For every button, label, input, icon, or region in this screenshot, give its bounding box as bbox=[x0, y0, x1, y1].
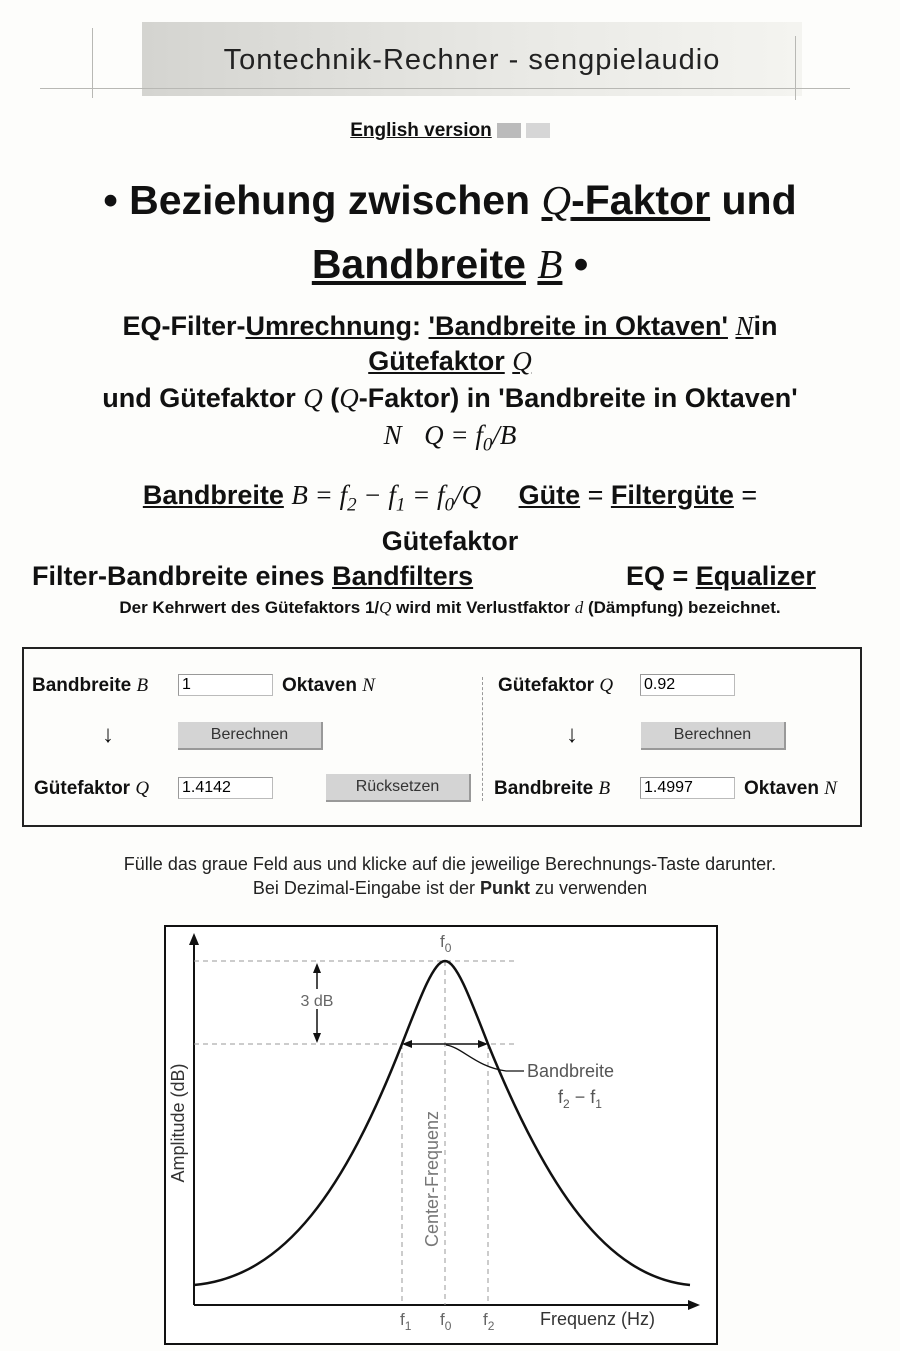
header-banner bbox=[142, 22, 802, 96]
q-result-field[interactable] bbox=[178, 777, 273, 799]
english-version-link[interactable]: English version bbox=[350, 120, 492, 141]
q-input[interactable] bbox=[640, 674, 735, 696]
tick-f2: $f_2$ bbox=[483, 1310, 495, 1333]
language-switch bbox=[0, 120, 900, 142]
x-axis-arrow-icon bbox=[688, 1300, 700, 1310]
umrechnung-link[interactable]: Umrechnung bbox=[245, 311, 413, 341]
right-octaves-label: Oktaven N bbox=[744, 778, 837, 799]
right-calculate-button[interactable]: Berechnen bbox=[641, 722, 786, 750]
banner-title: Tontechnik-Rechner - sengpielaudio bbox=[223, 44, 721, 76]
panel-divider bbox=[482, 677, 483, 801]
reset-button[interactable]: Rücksetzen bbox=[326, 774, 471, 802]
center-frequency-label: Center-Frequenz bbox=[422, 1110, 442, 1248]
diagram-svg bbox=[166, 927, 716, 1343]
down-arrow-icon: ↓ bbox=[102, 721, 114, 748]
decorative-line bbox=[795, 36, 796, 100]
uk-flag-icon[interactable] bbox=[497, 123, 521, 138]
note-text: Der Kehrwert des Gütefaktors 1/Q wird mit Verlustfaktor d (Dämpfung) bezeichnet. bbox=[119, 598, 781, 617]
bullet-icon: • bbox=[573, 241, 589, 287]
calculator-panel bbox=[22, 647, 862, 827]
b-symbol-link[interactable]: B bbox=[537, 241, 563, 287]
instructions: Fülle das graue Feld aus und klicke auf die jeweilige Berechnungs-Taste darunter. Bei Dezimal-Eingabe ist der Punkt zu verwenden bbox=[123, 854, 777, 898]
bullet-icon: • bbox=[103, 177, 118, 223]
decorative-line bbox=[40, 88, 850, 89]
us-flag-icon[interactable] bbox=[526, 123, 550, 138]
filterguete-link[interactable]: Filtergüte bbox=[610, 480, 734, 510]
bandwidth-label: Bandbreite bbox=[527, 1061, 615, 1081]
left-octaves-label: Oktaven N bbox=[282, 675, 375, 696]
top-f0-label: $f_0$ bbox=[440, 932, 452, 955]
y-axis-arrow-icon bbox=[189, 933, 199, 945]
left-calculate-button[interactable]: Berechnen bbox=[178, 722, 323, 750]
q-symbol-link[interactable]: Q bbox=[512, 346, 532, 376]
right-bandwidth-label: Bandbreite B bbox=[494, 778, 611, 799]
left-q-label: Gütefaktor Q bbox=[34, 778, 150, 799]
page-title-line2 bbox=[0, 234, 900, 294]
bandfilter-link[interactable]: Bandfilters bbox=[332, 561, 474, 591]
bandwidth-leader-line bbox=[446, 1045, 524, 1071]
x-axis-label: Frequenz (Hz) bbox=[540, 1309, 656, 1329]
subheading: EQ-Filter-Umrechnung: 'Bandbreite in Oktaven' Nin bbox=[122, 311, 778, 341]
bandbreite-oktaven-link[interactable]: 'Bandbreite in Oktaven' bbox=[428, 311, 728, 341]
bandwidth-input[interactable] bbox=[178, 674, 273, 696]
q-faktor-link[interactable]: Q-Faktor bbox=[541, 177, 711, 223]
bandwidth-result-field[interactable] bbox=[640, 777, 735, 799]
tick-f1: $f_1$ bbox=[400, 1310, 412, 1333]
right-q-label: Gütefaktor Q bbox=[498, 675, 614, 696]
bandbreite-formula-link[interactable]: Bandbreite bbox=[142, 480, 284, 510]
subheading-line3: und Gütefaktor Q (Q-Faktor) in 'Bandbreite in Oktaven' bbox=[102, 383, 798, 413]
down-arrow-icon: ↓ bbox=[566, 721, 578, 748]
left-bandwidth-label: Bandbreite B bbox=[32, 675, 149, 696]
n-symbol-link[interactable]: N bbox=[735, 311, 754, 341]
bandwidth-formula: $f_2 - f_1$ bbox=[558, 1087, 602, 1111]
filter-line: Filter-Bandbreite eines Bandfilters bbox=[32, 561, 474, 591]
bandwidth-formula: Bandbreite $B = f_2 - f_1 = f_0/Q$ Güte = Filtergüte = bbox=[142, 480, 758, 516]
formula-q: N $Q = f_0/B$ bbox=[383, 420, 517, 456]
y-axis-label: Amplitude (dB) bbox=[168, 1063, 188, 1183]
bandbreite-link[interactable]: Bandbreite bbox=[311, 241, 526, 287]
guetefaktor-line: Gütefaktor bbox=[381, 526, 519, 556]
bandwidth-diagram bbox=[164, 925, 718, 1345]
3db-label: 3 dB bbox=[300, 993, 334, 1010]
guete-link[interactable]: Güte bbox=[518, 480, 581, 510]
tick-f0: $f_0$ bbox=[440, 1310, 452, 1333]
3db-arrow-up-icon bbox=[313, 963, 321, 973]
subheading-line2 bbox=[0, 344, 900, 379]
guetefaktor-link[interactable]: Gütefaktor bbox=[368, 346, 505, 376]
page-title: • Beziehung zwischen Q-Faktor und bbox=[103, 177, 797, 223]
3db-arrow-down-icon bbox=[313, 1033, 321, 1043]
equalizer-line: EQ = Equalizer bbox=[626, 561, 816, 591]
decorative-line bbox=[92, 28, 93, 98]
equalizer-link[interactable]: Equalizer bbox=[695, 561, 816, 591]
